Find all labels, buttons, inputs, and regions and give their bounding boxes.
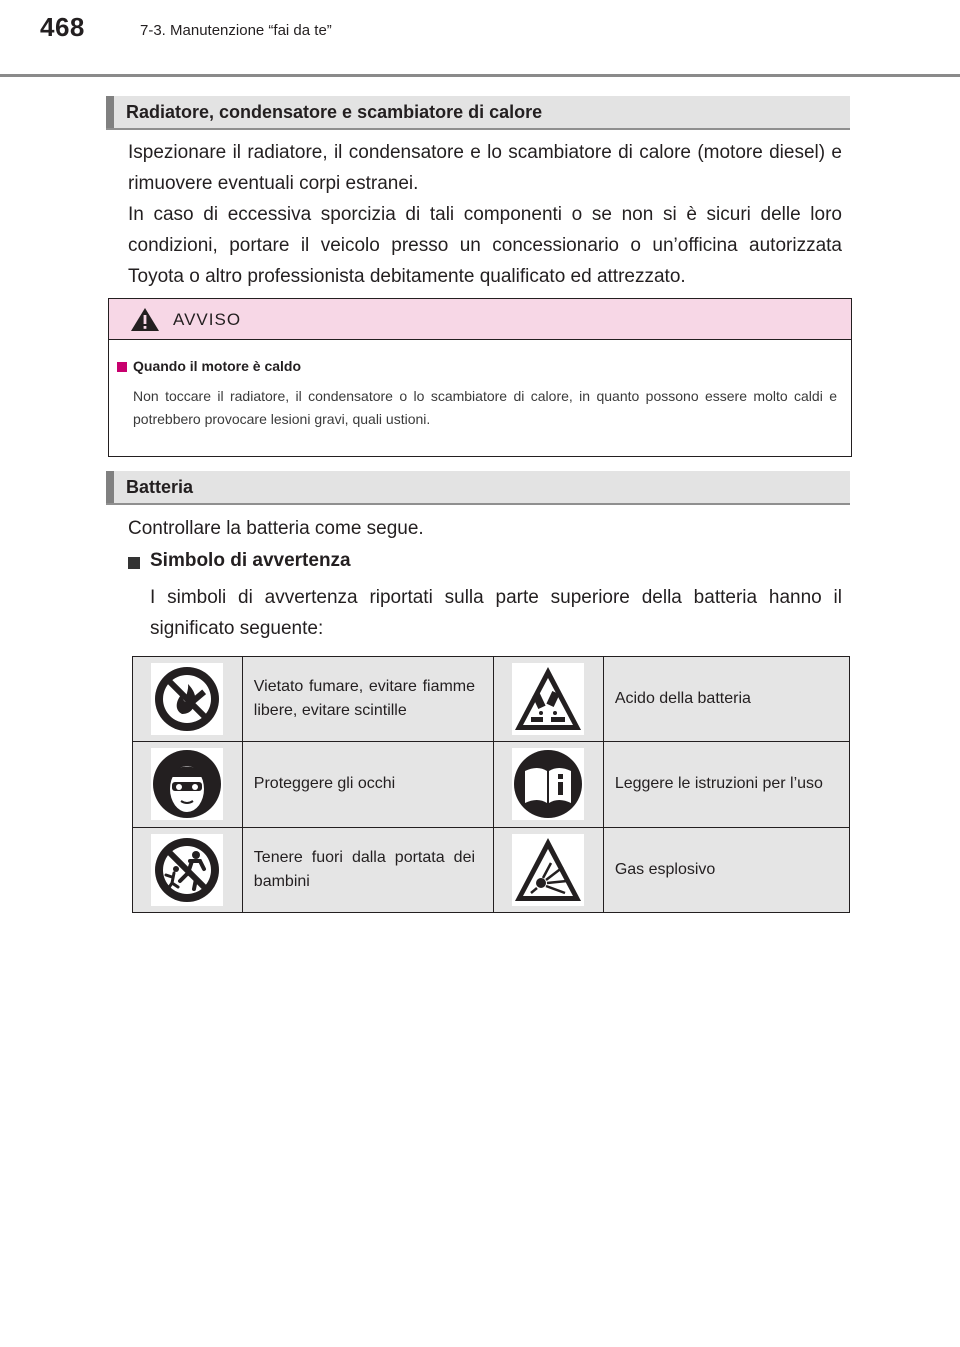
battery-subheading: Simbolo di avvertenza: [150, 550, 351, 571]
warning-symbols-table: [132, 656, 850, 913]
read-instructions-icon: [513, 749, 583, 819]
warning-bullet-marker: [117, 362, 127, 372]
symbol-label: Proteggere gli occhi: [242, 742, 493, 827]
warning-box: [108, 298, 852, 457]
table-row: [133, 827, 850, 912]
header-rule: [0, 74, 960, 77]
symbol-cell: [133, 742, 243, 827]
radiator-body: [128, 137, 842, 292]
section-heading-radiator: [106, 96, 850, 130]
symbol-label: Gas esplosivo: [603, 827, 849, 912]
warning-subtitle: Quando il motore è caldo: [133, 358, 302, 374]
radiator-paragraph-2: In caso di eccessiva sporcizia di tali componenti o se non si è sicuri delle loro condizioni, portare il veicolo presso un concessionario o un’officina autorizzata Toyota o altro professionista debitamente qualificato ed attrezzato.: [128, 204, 842, 287]
symbol-label: Leggere le istruzioni per l’uso: [603, 742, 849, 827]
symbol-label: Acido della batteria: [603, 657, 849, 742]
symbol-cell: [133, 657, 243, 742]
warning-header: [109, 299, 851, 340]
battery-subtext: I simboli di avvertenza riportati sulla parte superiore della batteria hanno il significato seguente:: [150, 587, 842, 639]
symbol-cell: [133, 827, 243, 912]
battery-intro: Controllare la batteria come segue.: [128, 518, 424, 539]
symbol-label: Tenere fuori dalla portata dei bambini: [242, 827, 493, 912]
warning-text: Non toccare il radiatore, il condensatore o lo scambiatore di calore, in quanto possono essere molto caldi e potrebbero provocare lesioni gravi, quali ustioni.: [133, 388, 837, 427]
page-header: [0, 0, 960, 80]
warning-triangle-icon: [130, 307, 160, 332]
symbol-cell: [494, 657, 604, 742]
bullet-marker: [128, 557, 140, 569]
symbol-cell: [494, 742, 604, 827]
table-row: [133, 742, 850, 827]
symbol-cell: [494, 827, 604, 912]
section-heading-marker: [106, 96, 114, 128]
keep-away-children-icon: [152, 835, 222, 905]
section-title: Radiatore, condensatore e scambiatore di calore: [126, 102, 543, 122]
explosive-gas-icon: [513, 835, 583, 905]
section-heading-marker: [106, 471, 114, 503]
section-title: Batteria: [126, 477, 194, 497]
eye-protection-icon: [152, 749, 222, 819]
page-number: 468: [40, 12, 85, 42]
no-smoking-flames-icon: [152, 664, 222, 734]
chapter-title: 7-3. Manutenzione “fai da te”: [140, 22, 332, 39]
symbol-label: Vietato fumare, evitare fiamme libere, evitare scintille: [242, 657, 493, 742]
battery-acid-icon: [513, 664, 583, 734]
radiator-paragraph-1: Ispezionare il radiatore, il condensatore e lo scambiatore di calore (motore diesel) e rimuovere eventuali corpi estranei.: [128, 142, 842, 194]
table-row: [133, 657, 850, 742]
section-heading-battery: [106, 471, 850, 505]
warning-label: AVVISO: [173, 310, 242, 329]
